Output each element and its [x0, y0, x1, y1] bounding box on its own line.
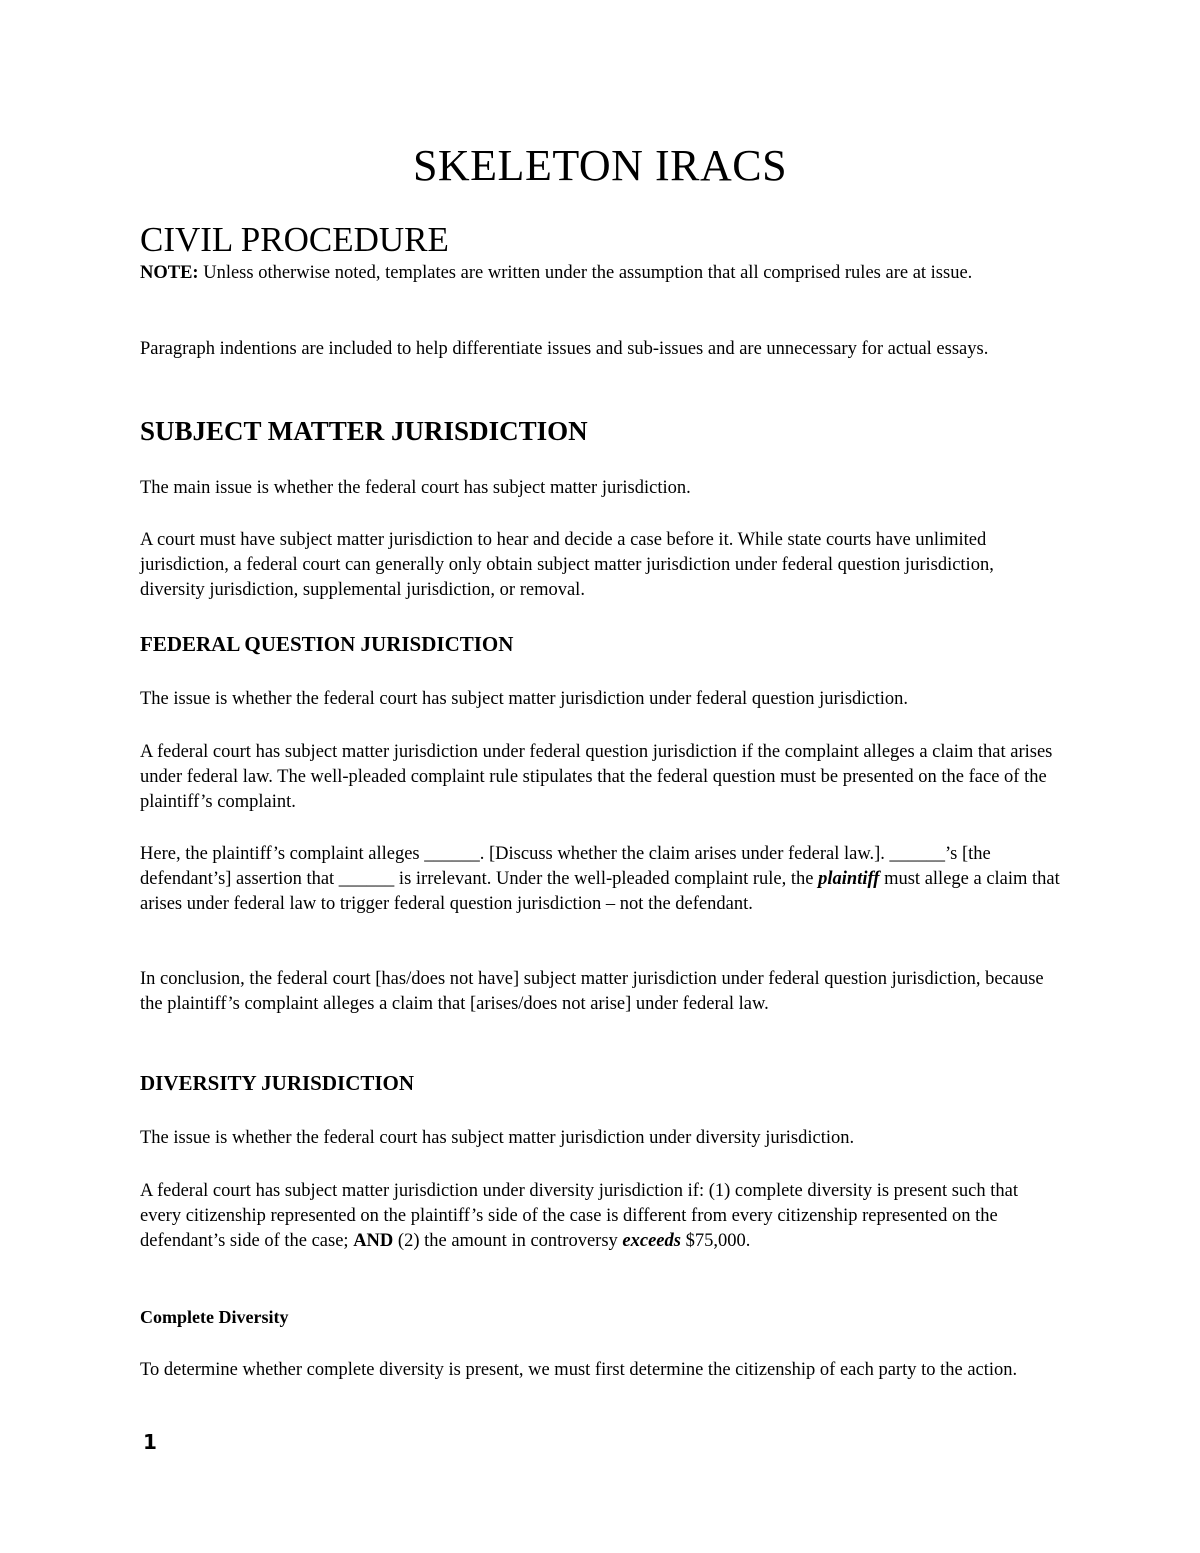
dj-issue: The issue is whether the federal court has subject matter jurisdiction under diversity jurisdiction.: [140, 1128, 855, 1148]
smj-issue: The main issue is whether the federal court has subject matter jurisdiction.: [140, 478, 691, 498]
dj-rule-part-c: $75,000.: [680, 1231, 751, 1251]
fqj-issue: The issue is whether the federal court has subject matter jurisdiction under federal question jurisdiction.: [140, 689, 909, 709]
fqj-analysis: [140, 842, 1060, 917]
fqj-analysis-part-a: Here, the plaintiff’s complaint alleges ______. [Discuss whether the claim arises under federal law.]. ______’s [the defendant’s] assertion that ______ is irrelevant. Under the well-pleaded complaint rule, the: [140, 844, 991, 889]
note-text: Unless otherwise noted, templates are written under the assumption that all comprised rules are at issue.: [198, 263, 973, 283]
smj-rule: A court must have subject matter jurisdiction to hear and decide a case before it. While state courts have unlimited jurisdiction, a federal court can generally only obtain subject matter jurisdiction under federal question jurisdiction, diversity jurisdiction, supplemental jurisdiction, or removal.: [140, 530, 994, 600]
dj-rule: [140, 1179, 1060, 1254]
complete-diversity-text: To determine whether complete diversity is present, we must first determine the citizenship of each party to the action.: [140, 1360, 1018, 1380]
complete-diversity-heading: Complete Diversity: [140, 1307, 289, 1327]
dj-rule-exceeds: exceeds: [622, 1231, 681, 1251]
page-number: 1: [143, 1430, 157, 1454]
fqj-heading: FEDERAL QUESTION JURISDICTION: [140, 632, 514, 656]
document-title: SKELETON IRACS: [412, 141, 788, 190]
dj-heading: DIVERSITY JURISDICTION: [140, 1071, 415, 1095]
indent-note-paragraph: Paragraph indentions are included to help differentiate issues and sub-issues and are unnecessary for actual essays.: [140, 339, 989, 359]
fqj-rule: A federal court has subject matter jurisdiction under federal question jurisdiction if the complaint alleges a claim that arises under federal law. The well-pleaded complaint rule stipulates that the federal question must be presented on the face of the plaintiff’s complaint.: [140, 742, 1053, 812]
dj-rule-part-b: (2) the amount in controversy: [393, 1231, 623, 1251]
fqj-analysis-emphasis: plaintiff: [818, 869, 880, 889]
note-paragraph: [140, 261, 1060, 286]
section-title: CIVIL PROCEDURE: [140, 220, 449, 259]
fqj-conclusion: In conclusion, the federal court [has/does not have] subject matter jurisdiction under federal question jurisdiction, because the plaintiff’s complaint alleges a claim that [arises/does not arise] under federal law.: [140, 969, 1044, 1014]
smj-heading: SUBJECT MATTER JURISDICTION: [140, 416, 588, 446]
fqj-analysis-part-b: must allege a claim that arises under federal law to trigger federal question jurisdiction – not the defendant.: [140, 869, 1060, 914]
dj-rule-part-a: A federal court has subject matter jurisdiction under diversity jurisdiction if: (1) complete diversity is present such that every citizenship represented on the plaintiff’s side of the case is different from every citizenship represented on the defendant’s side of the case;: [140, 1181, 1019, 1251]
dj-rule-and: AND: [353, 1231, 394, 1251]
note-label: NOTE:: [140, 263, 199, 283]
